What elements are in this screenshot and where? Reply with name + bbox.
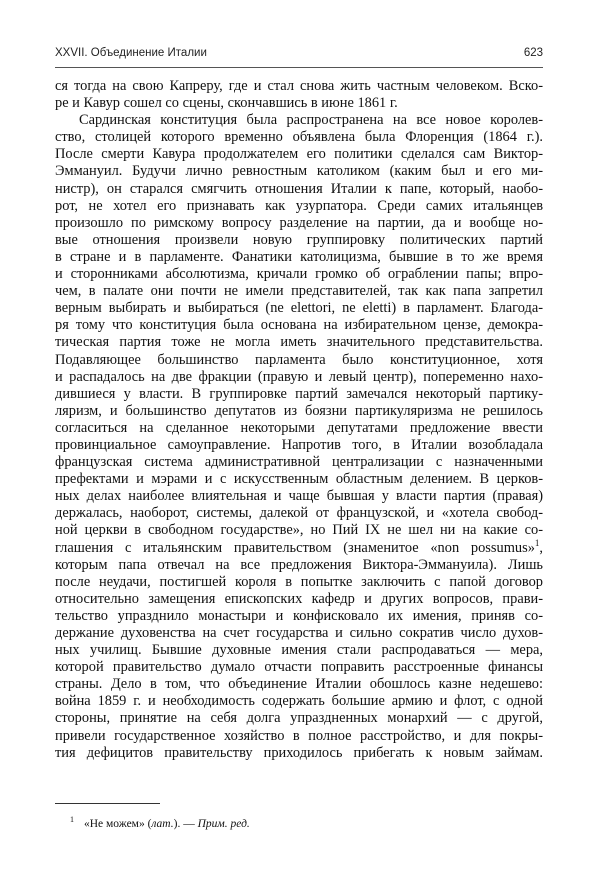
text-line (55, 522, 543, 539)
text-line (55, 728, 543, 745)
text-line (55, 437, 543, 454)
text-line (55, 454, 543, 471)
text-line-content: тия дефицитов правительству приходилось прибегать к новым займам. (55, 744, 543, 761)
text-line-content: произошло по римскому вопросу разделение на партии, да и вообще но- (55, 214, 543, 231)
text-line-content: стороны, принятие на себя долга упраздненных монархий — с другой, (55, 710, 543, 727)
text-line (55, 676, 543, 693)
body-text (55, 78, 543, 762)
footnote-text-italic: лат. (151, 817, 174, 830)
text-line-tail: , (539, 539, 543, 556)
text-line-content: верным выбирать и выбираться (ne elettori, ne eletti) в парламент. Благода- (55, 300, 543, 317)
footnote (70, 815, 250, 830)
text-line-content: Эммануил. Будучи лично ревностным католиком (каким был и его ми- (55, 163, 543, 180)
text-line-content: и сторонниками абсолютизма, кричали громко об ограблении папы; впро- (55, 266, 543, 283)
text-line-content: провинциальное самоуправление. Напротив того, в Италии возобладала (55, 436, 543, 453)
text-line-content: война 1859 г. и необходимость содержать большие армию и флот, с одной (55, 693, 543, 710)
text-line-content: ных делах наиболее влиятельная и чаще бывшая у власти партия (правая) (55, 488, 543, 505)
text-line (55, 574, 543, 591)
text-line (55, 608, 543, 625)
text-line-content: После смерти Кавура продолжателем его политики сделался сам Виктор- (55, 146, 543, 163)
text-line (55, 95, 543, 112)
text-line-content: Подавляющее большинство парламента было конституционное, хотя (55, 351, 543, 368)
text-line (55, 198, 543, 215)
text-line-content: и распадалось на две фракции (правую и левый центр), попеременно нахо- (55, 368, 543, 385)
text-line (55, 625, 543, 642)
text-line (55, 403, 543, 420)
text-line (55, 129, 543, 146)
text-line (55, 369, 543, 386)
text-line-content: Сардинская конституция была распространена на все новое королев- (79, 112, 543, 129)
chapter-title: XXVII. Объединение Италии (55, 47, 207, 59)
text-line-content: ся тогда на свою Капреру, где и стал снова жить частным человеком. Вско- (55, 78, 543, 94)
text-line-content: глашения с итальянским правительством (знаменитое «non possumus» (55, 539, 535, 556)
text-line (55, 386, 543, 403)
text-line (55, 591, 543, 608)
text-line-content: тическая партия тоже не могла иметь значительного представительства. (55, 334, 543, 351)
text-line (55, 745, 543, 762)
footnote-ref: 1 (534, 537, 540, 548)
text-line-content: ляризм, и большинство депутатов из боязни партикуляризма не решилось (55, 402, 543, 419)
text-line (55, 215, 543, 232)
text-line (55, 146, 543, 163)
text-line (55, 505, 543, 522)
footnote-text-italic-2: Прим. ред. (197, 817, 250, 830)
text-line (55, 300, 543, 317)
running-header (55, 47, 543, 67)
text-line-content: ной церкви в свободном государстве», но Пий IX не шел ни на какие со- (55, 522, 543, 539)
text-line (55, 642, 543, 659)
text-line-content: согласиться на сделанное некоторыми депутатами предложение ввести (55, 419, 543, 436)
text-line (55, 488, 543, 505)
text-line (55, 78, 543, 95)
text-line (55, 283, 543, 300)
text-line-content: держание духовенства на счет государства и сильно сократив число духов- (55, 625, 543, 641)
text-line-content: ство, столицей которого временно объявлена была Флоренция (1864 г.). (55, 129, 543, 146)
text-line-content: ря тому что конституция была основана на избирательном цензе, демокра- (55, 317, 543, 334)
text-line (55, 232, 543, 249)
text-line (55, 659, 543, 676)
page-number: 623 (523, 47, 543, 59)
text-line-content: после неудачи, постигшей короля в попытке заключить с папой договор (55, 573, 543, 590)
text-line-content: страны. Дело в том, что объединение Италии обошлось казне недешево: (55, 676, 543, 693)
text-line-content: держалась, наоборот, системы, далекой от французской, и «хотела свобод- (55, 505, 543, 522)
text-line (55, 710, 543, 727)
footnote-mark: 1 (70, 815, 74, 824)
text-line-content: вые отношения произвели новую группировку политических партий (55, 231, 543, 248)
text-line (55, 112, 543, 129)
text-line-content: чем, в палате они почти не имели представителей, так как папа запретил (55, 283, 543, 300)
text-line-content: французская система административной централизации с назначенными (55, 454, 543, 471)
text-line (55, 352, 543, 369)
footnote-separator (55, 803, 160, 804)
text-line (55, 249, 543, 266)
text-line-content: которым папа отвечал на все предложения Виктора-Эммануила). Лишь (55, 556, 543, 573)
text-line (55, 693, 543, 710)
text-line-content: дившиеся у власти. В группировке партий замечался некоторый партику- (55, 385, 543, 402)
header-rule (55, 67, 543, 68)
text-line (55, 420, 543, 437)
text-line (55, 334, 543, 351)
text-line-content: в стране и в парламенте. Фанатики католицизма, бывшие в то же время (55, 248, 543, 265)
text-line-content: привели государственное хозяйство в полное расстройство, и для покры- (55, 727, 543, 744)
text-line-content: ре и Кавур сошел со сцены, скончавшись в июне 1861 г. (55, 95, 398, 112)
text-line (55, 317, 543, 334)
text-line (55, 181, 543, 198)
text-line-content: нистр), он старался смягчить отношения Италии к папе, который, наобо- (55, 180, 543, 197)
text-line-content: рот, не хотел его признавать как узурпатора. Среди самих итальянцев (55, 197, 543, 214)
text-line-content: которой правительство думало отчасти поправить расстроенные финансы (55, 659, 543, 676)
text-line (55, 471, 543, 488)
text-line-content: ных училищ. Бывшие духовные имения стали распродаваться — мера, (55, 642, 543, 659)
text-line-content: тельство упразднило монастыри и конфисковало их имения, приняв со- (55, 607, 543, 624)
footnote-text-1: «Не можем» ( (84, 817, 152, 830)
footnote-text-2: ). — (173, 817, 198, 830)
text-line (55, 163, 543, 180)
text-line-content: префектами и мэрами и с искусственным областным делением. В церков- (55, 471, 543, 488)
text-line (55, 537, 543, 557)
text-line (55, 266, 543, 283)
text-line-content: относительно замещения епископских кафедр и других вопросов, прави- (55, 590, 543, 607)
text-line (55, 557, 543, 574)
